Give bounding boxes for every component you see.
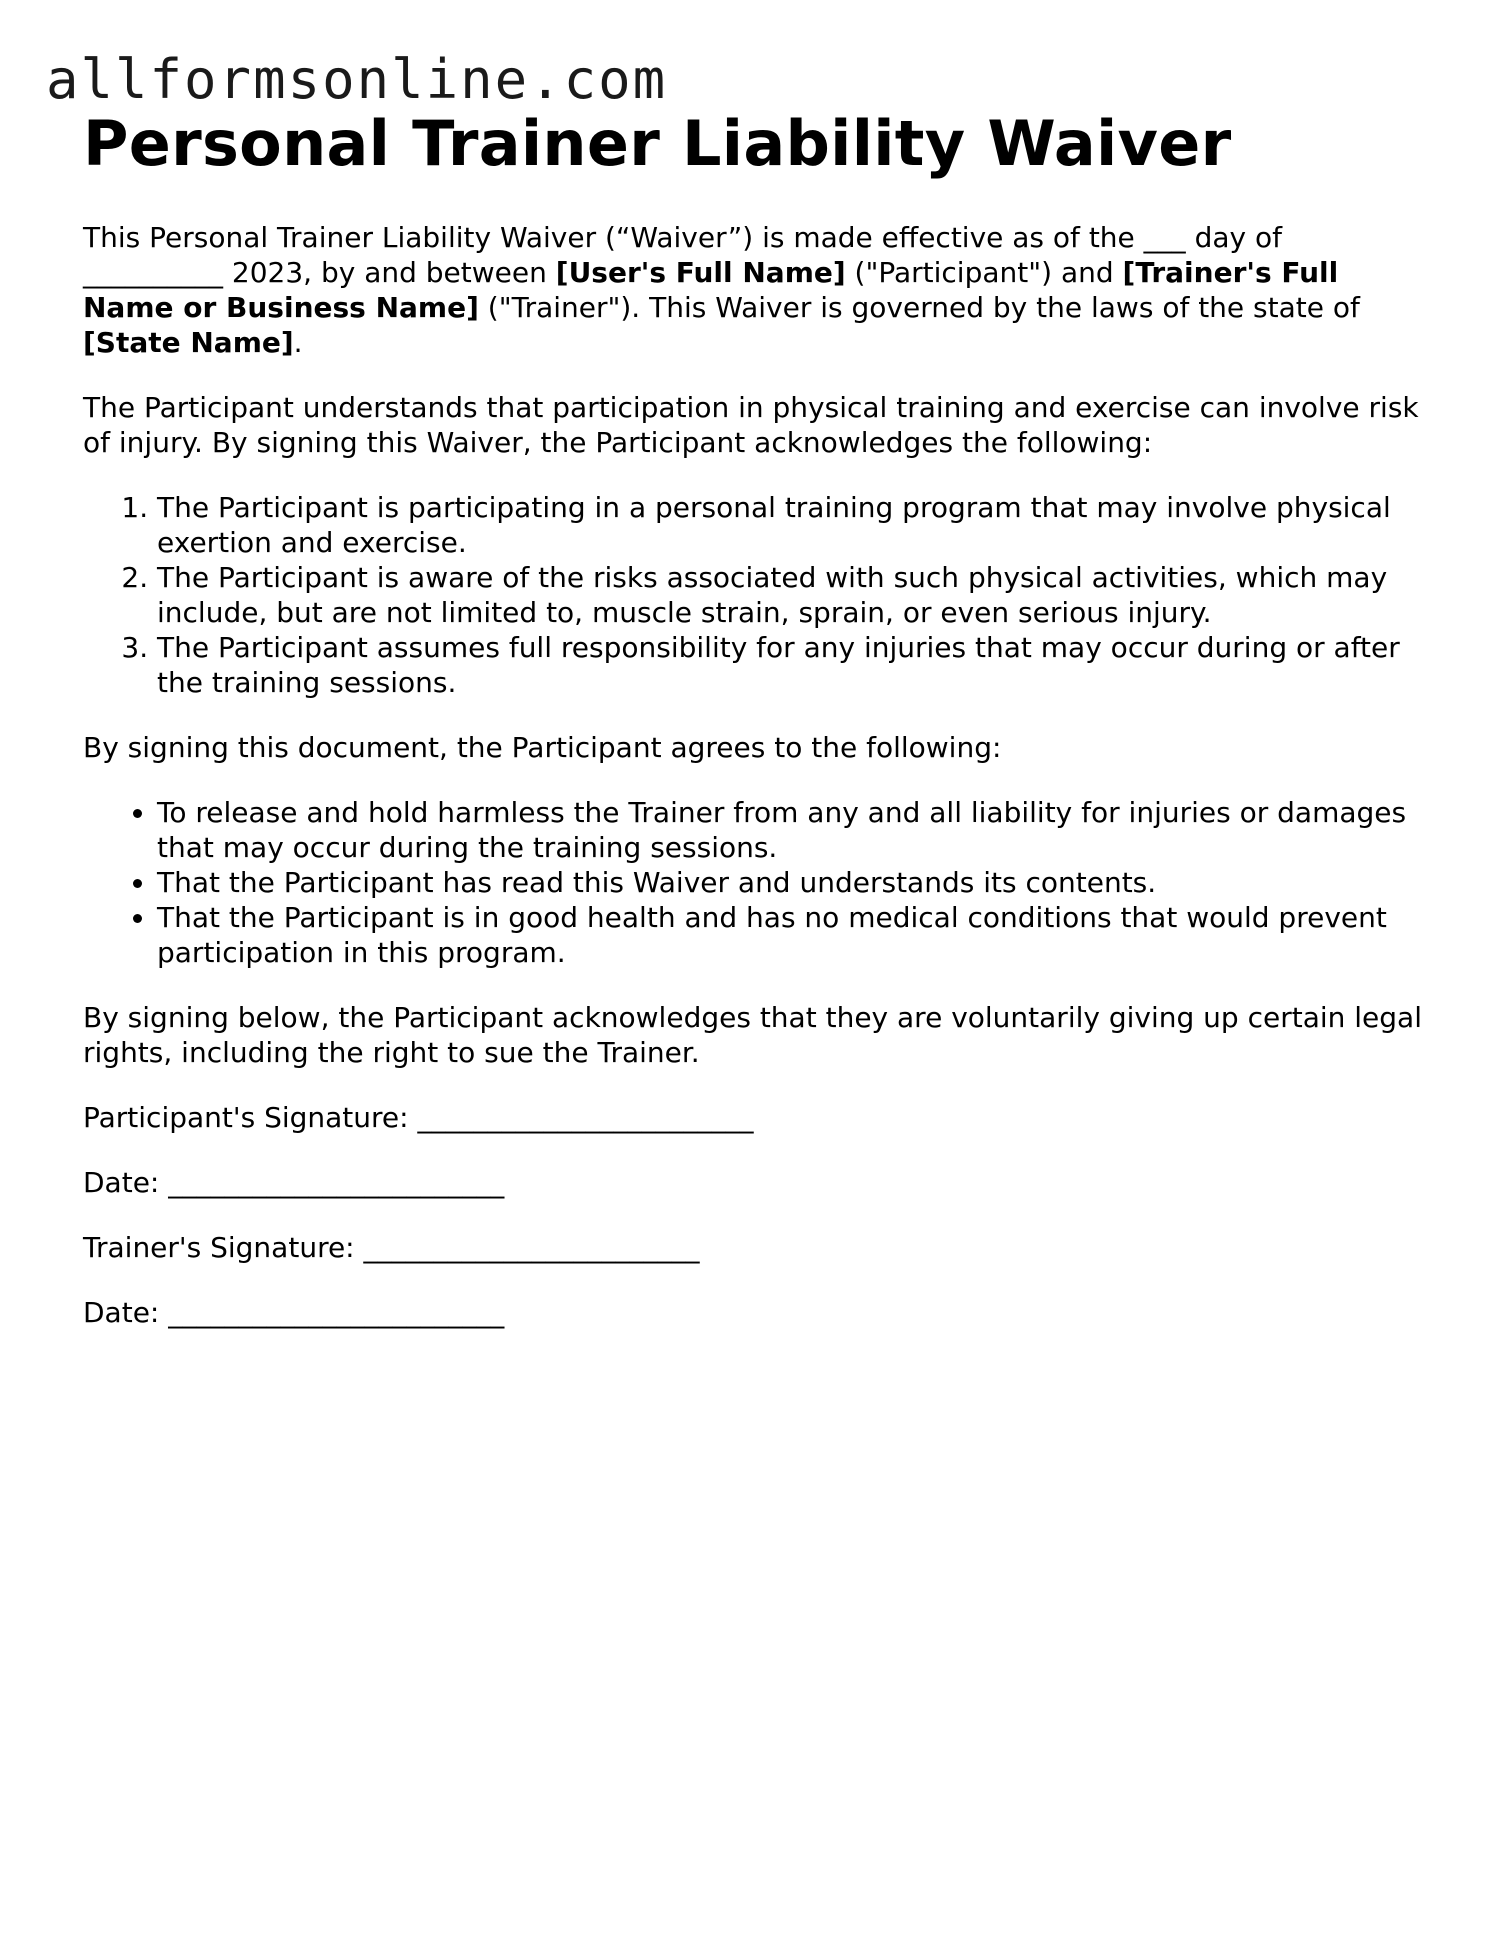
- participant-signature-line[interactable]: Participant's Signature: ________________________: [83, 1101, 754, 1134]
- list-item: 1. The Participant is participating in a personal training program that may involve physical exertion and exercise.: [157, 490, 1428, 560]
- closing-paragraph: By signing below, the Participant acknowledges that they are voluntarily giving up certain legal rights, including the right to sue the Trainer.: [83, 1001, 1422, 1069]
- list-item: 2. The Participant is aware of the risks associated with such physical activities, which may include, but are not limited to, muscle strain, sprain, or even serious injury.: [157, 560, 1428, 630]
- trainer-date-line[interactable]: Date: ________________________: [83, 1296, 505, 1329]
- list-item: • That the Participant has read this Waiver and understands its contents.: [157, 865, 1428, 900]
- trainer-signature-line[interactable]: Trainer's Signature: ________________________: [83, 1231, 700, 1264]
- agreement-intro: By signing this document, the Participant agrees to the following:: [83, 731, 1002, 764]
- document: [83, 106, 1428, 1330]
- acknowledgement-list: [83, 490, 1428, 700]
- list-item: • That the Participant is in good health and has no medical conditions that would prevent participation in this program.: [157, 900, 1428, 970]
- intro-text-1: This Personal Trainer Liability Waiver (“Waiver”) is made effective as of the ___ day of __________ 2023, by and between: [83, 221, 1282, 289]
- watermark: allformsonline.com: [46, 48, 668, 111]
- list-item: • To release and hold harmless the Trainer from any and all liability for injuries or damages that may occur during the training sessions.: [157, 795, 1428, 865]
- list-item: 3. The Participant assumes full responsibility for any injuries that may occur during or after the training sessions.: [157, 630, 1428, 700]
- document-title: Personal Trainer Liability Waiver: [83, 107, 1232, 180]
- understanding-paragraph: The Participant understands that participation in physical training and exercise can involve risk of injury. By signing this Waiver, the Participant acknowledges the following:: [83, 391, 1419, 459]
- participant-name-placeholder: [User's Full Name]: [555, 256, 846, 289]
- participant-date-line[interactable]: Date: ________________________: [83, 1166, 505, 1199]
- intro-paragraph: [83, 220, 1428, 360]
- intro-text-3: ("Trainer"). This Waiver is governed by the laws of the state of: [478, 291, 1360, 324]
- intro-text-2: ("Participant") and: [845, 256, 1123, 289]
- intro-text-4: .: [293, 326, 303, 359]
- agreement-list: [83, 795, 1428, 970]
- trainer-name-placeholder: [Trainer's Full Name or Business Name]: [83, 256, 1339, 324]
- state-name-placeholder: [State Name]: [83, 326, 294, 359]
